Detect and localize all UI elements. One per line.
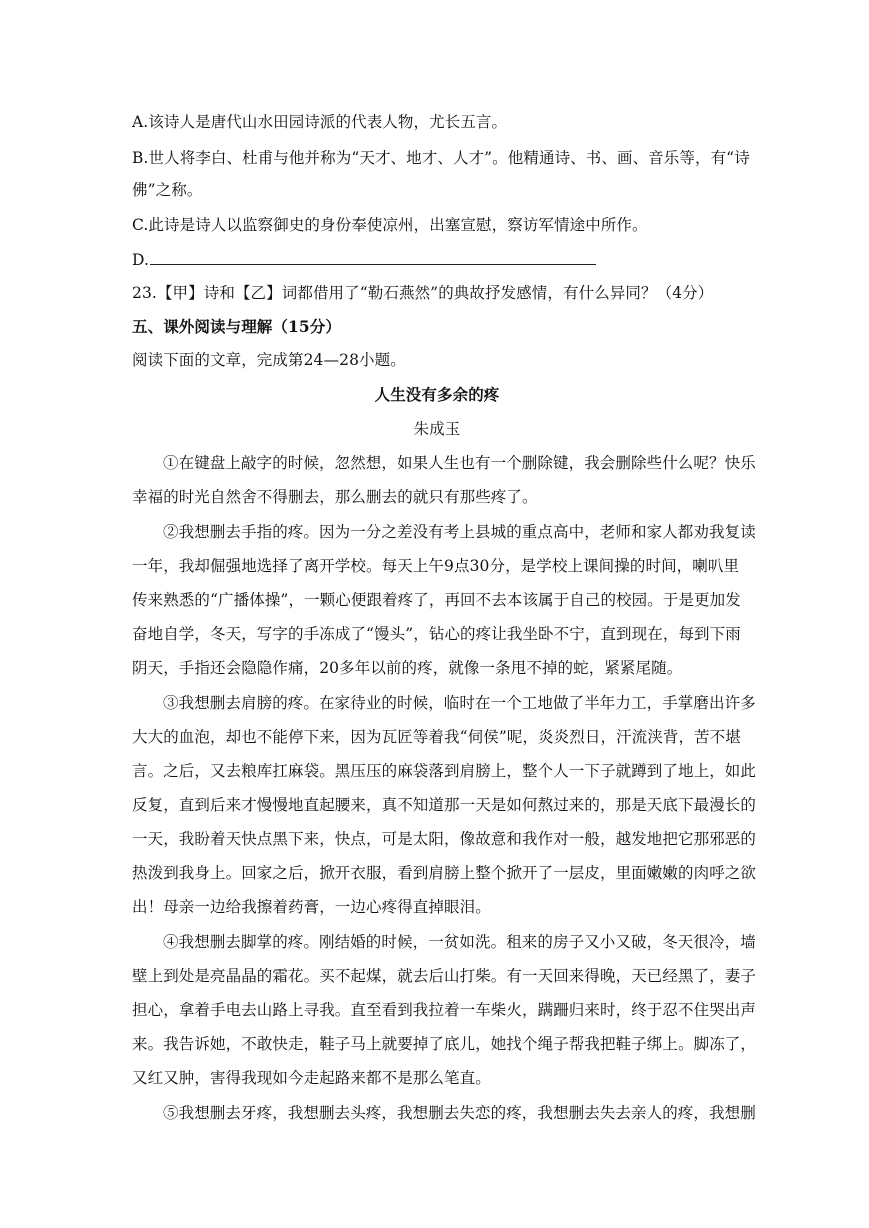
paragraph-3-line-5: 一天，我盼着天快点黑下来，快点，可是太阳，像故意和我作对一般，越发地把它那邪恶的 — [132, 830, 757, 848]
paragraph-4-line-5: 又红又肿，害得我现如今走起路来都不是那么笔直。 — [132, 1069, 491, 1087]
option-a: A.该诗人是唐代山水田园诗派的代表人物，尤长五言。 — [132, 113, 508, 131]
paragraph-3-line-6: 热泼到我身上。回家之后，掀开衣服，看到肩膀上整个掀开了一层皮，里面嫩嫩的肉呼之欲 — [132, 864, 757, 882]
paragraph-3-line-2: 大大的血泡，却也不能停下来，因为瓦匠等着我“伺侯”呢，炎炎烈日，汗流浃背，苦不堪 — [132, 728, 741, 746]
paragraph-2-line-1: ②我想删去手指的疼。因为一分之差没有考上县城的重点高中，老师和家人都劝我复读 — [163, 523, 756, 541]
paragraph-2-line-4: 奋地自学，冬天，写字的手冻成了“馒头”，钻心的疼让我坐卧不宁，直到现在，每到下雨 — [132, 625, 741, 643]
paragraph-4-line-1: ④我想删去脚掌的疼。刚结婚的时候，一贫如洗。租来的房子又小又破，冬天很冷，墙 — [163, 933, 756, 951]
paragraph-5-line-1: ⑤我想删去牙疼，我想删去头疼，我想删去失恋的疼，我想删去失去亲人的疼，我想删 — [163, 1104, 756, 1122]
option-c: C.此诗是诗人以监察御史的身份奉使凉州，出塞宣慰，察访军情途中所作。 — [132, 216, 648, 234]
paragraph-2-line-3: 传来熟悉的“广播体操”，一颗心便跟着疼了，再回不去本该属于自己的校园。于是更加发 — [132, 591, 741, 609]
option-b-line-2: 佛”之称。 — [132, 181, 203, 199]
paragraph-2-line-2: 一年，我却倔强地选择了离开学校。每天上午9点30分，是学校上课间操的时间，喇叭里 — [132, 557, 740, 575]
question-23: 23.【甲】诗和【乙】词都借用了“勒石燕然”的典故抒发感情，有什么异同？（4分） — [132, 284, 714, 302]
paragraph-3-line-3: 言。之后，又去粮库扛麻袋。黑压压的麻袋落到肩膀上，整个人一下子就蹲到了地上，如此 — [132, 762, 757, 780]
paragraph-3-line-7: 出！母亲一边给我擦着药膏，一边心疼得直掉眼泪。 — [132, 898, 491, 916]
paragraph-1-line-1: ①在键盘上敲字的时候，忽然想，如果人生也有一个删除键，我会删除些什么呢？快乐 — [163, 454, 756, 472]
paragraph-3-line-1: ③我想删去肩膀的疼。在家待业的时候，临时在一个工地做了半年力工，手掌磨出许多 — [163, 694, 756, 712]
paragraph-4-line-3: 担心，拿着手电去山路上寻我。直至看到我拉着一车柴火，蹒跚归来时，终于忍不住哭出声 — [132, 1001, 757, 1019]
section-heading: 五、课外阅读与理解（15分） — [132, 317, 341, 336]
paragraph-4-line-4: 来。我告诉她，不敢快走，鞋子马上就要掉了底儿，她找个绳子帮我把鞋子绑上。脚冻了， — [132, 1035, 757, 1053]
article-title: 人生没有多余的疼 — [374, 385, 500, 404]
option-b-line-1: B.世人将李白、杜甫与他并称为“天才、地才、人才”。他精通诗、书、画、音乐等，有“诗 — [132, 149, 750, 167]
paragraph-3-line-4: 反复，直到后来才慢慢地直起腰来，真不知道那一天是如何熬过来的，那是天底下最漫长的 — [132, 796, 757, 814]
section-instruction: 阅读下面的文章，完成第24—28小题。 — [132, 351, 406, 369]
paragraph-1-line-2: 幸福的时光自然舍不得删去，那么删去的就只有那些疼了。 — [132, 488, 538, 506]
answer-blank-line — [150, 249, 596, 265]
option-d-label: D. — [132, 251, 150, 269]
option-d — [132, 249, 742, 270]
article-author: 朱成玉 — [413, 420, 461, 438]
paragraph-2-line-5: 阴天，手指还会隐隐作痛，20多年以前的疼，就像一条甩不掉的蛇，紧紧尾随。 — [132, 659, 683, 677]
paragraph-4-line-2: 壁上到处是亮晶晶的霜花。买不起煤，就去后山打柴。有一天回来得晚，天已经黑了，妻子 — [132, 967, 757, 985]
